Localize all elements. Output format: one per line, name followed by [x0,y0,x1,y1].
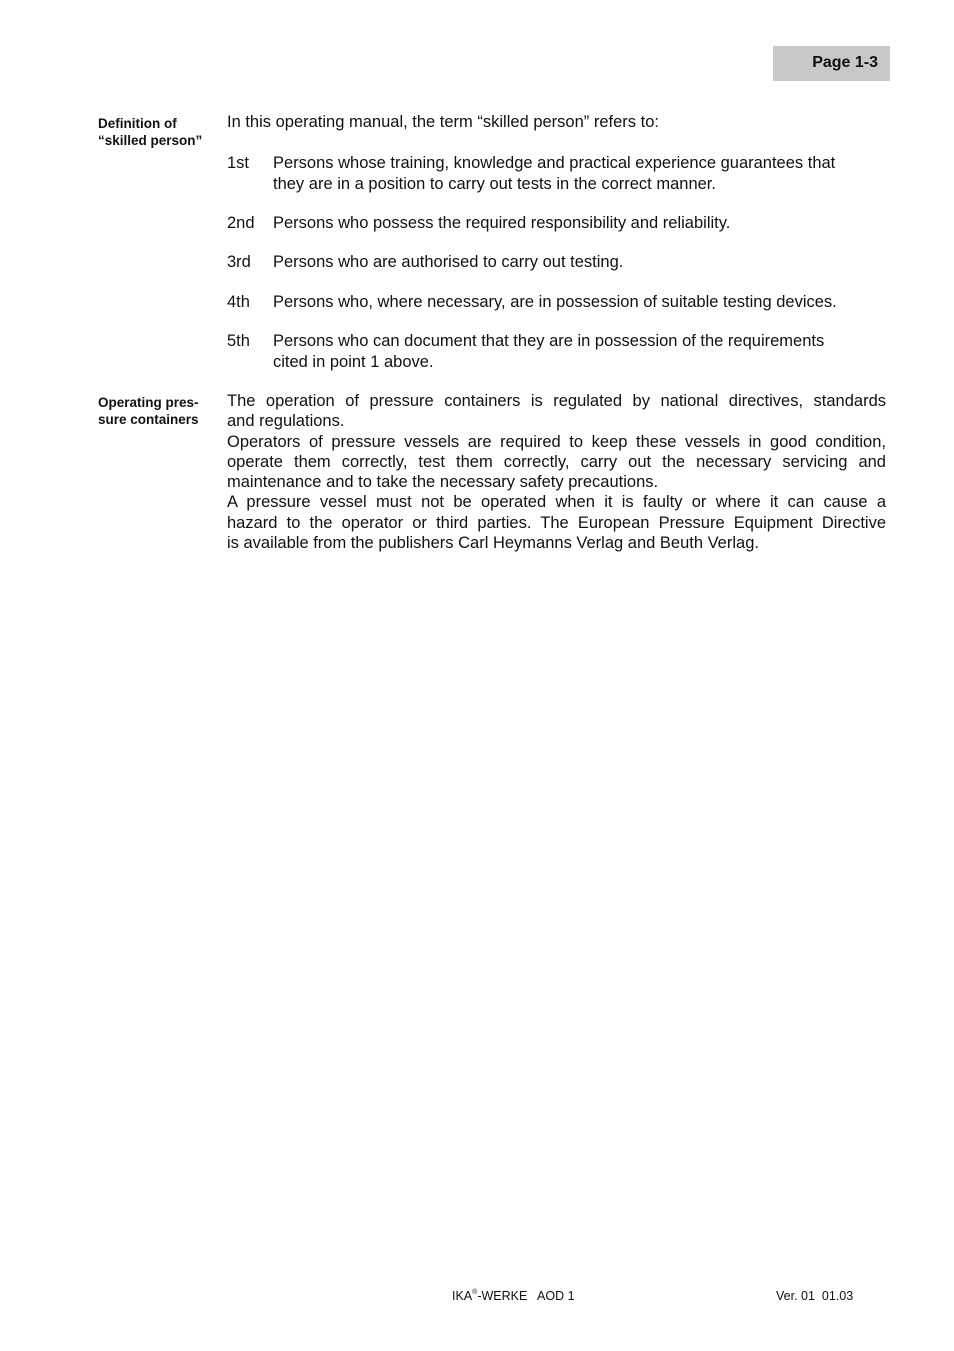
list-item [227,292,887,313]
list-item-number: 2nd [227,214,255,232]
list-item-number: 5th [227,332,250,350]
skilled-person-intro: In this operating manual, the term “skilled person” refers to: [227,113,659,131]
side-label-line: “skilled person” [98,133,203,148]
list-item-text [273,213,887,234]
paragraph-line: The operation of pressure containers is regulated by national directives, standards [227,392,886,410]
list-item [227,213,887,234]
paragraph-line: maintenance and to take the necessary safety precautions. [227,473,659,492]
list-item [227,331,887,372]
list-item-text [273,252,887,273]
list-item [227,153,887,194]
registered-mark: ® [472,1289,478,1296]
list-item-text [273,153,887,194]
side-label-line: Operating pres- [98,395,199,410]
list-item-line: they are in a position to carry out tests in the correct manner. [273,174,716,193]
paragraph-line: is available from the publishers Carl Heymanns Verlag and Beuth Verlag. [227,534,759,553]
list-item-line: Persons whose training, knowledge and practical experience guarantees that [273,154,836,172]
footer-version: Ver. 01 01.03 [776,1289,854,1303]
page-number-badge: Page 1-3 [773,46,890,81]
footer-brand-suffix: -WERKE AOD 1 [477,1289,575,1303]
side-label-line: Definition of [98,116,177,131]
list-item-line: Persons who possess the required responsibility and reliability. [273,214,731,232]
list-item-number: 1st [227,154,250,172]
pressure-containers-paragraph [227,391,886,553]
list-item-line: cited in point 1 above. [273,352,434,371]
footer-brand [452,1289,575,1303]
list-item-line: Persons who, where necessary, are in possession of suitable testing devices. [273,293,837,311]
side-label-pressure-containers [98,394,218,428]
list-item-number: 4th [227,293,250,311]
list-item-line: Persons who can document that they are in possession of the requirements [273,332,825,350]
footer-brand-name: IKA [452,1289,473,1303]
paragraph-line: and regulations. [227,412,345,431]
list-item [227,252,887,273]
side-label-skilled-person [98,115,218,149]
paragraph-line: hazard to the operator or third parties. The European Pressure Equipment Directive [227,513,886,532]
list-item-number: 3rd [227,253,251,271]
side-label-line: sure containers [98,412,199,427]
list-item-text [273,331,887,372]
paragraph-line: A pressure vessel must not be operated when it is faulty or where it can cause a [227,493,886,512]
list-item-text [273,292,887,313]
paragraph-line: operate them correctly, test them correctly, carry out the necessary servicing and [227,452,886,471]
paragraph-line: Operators of pressure vessels are required to keep these vessels in good condition, [227,432,886,451]
list-item-line: Persons who are authorised to carry out testing. [273,253,624,271]
